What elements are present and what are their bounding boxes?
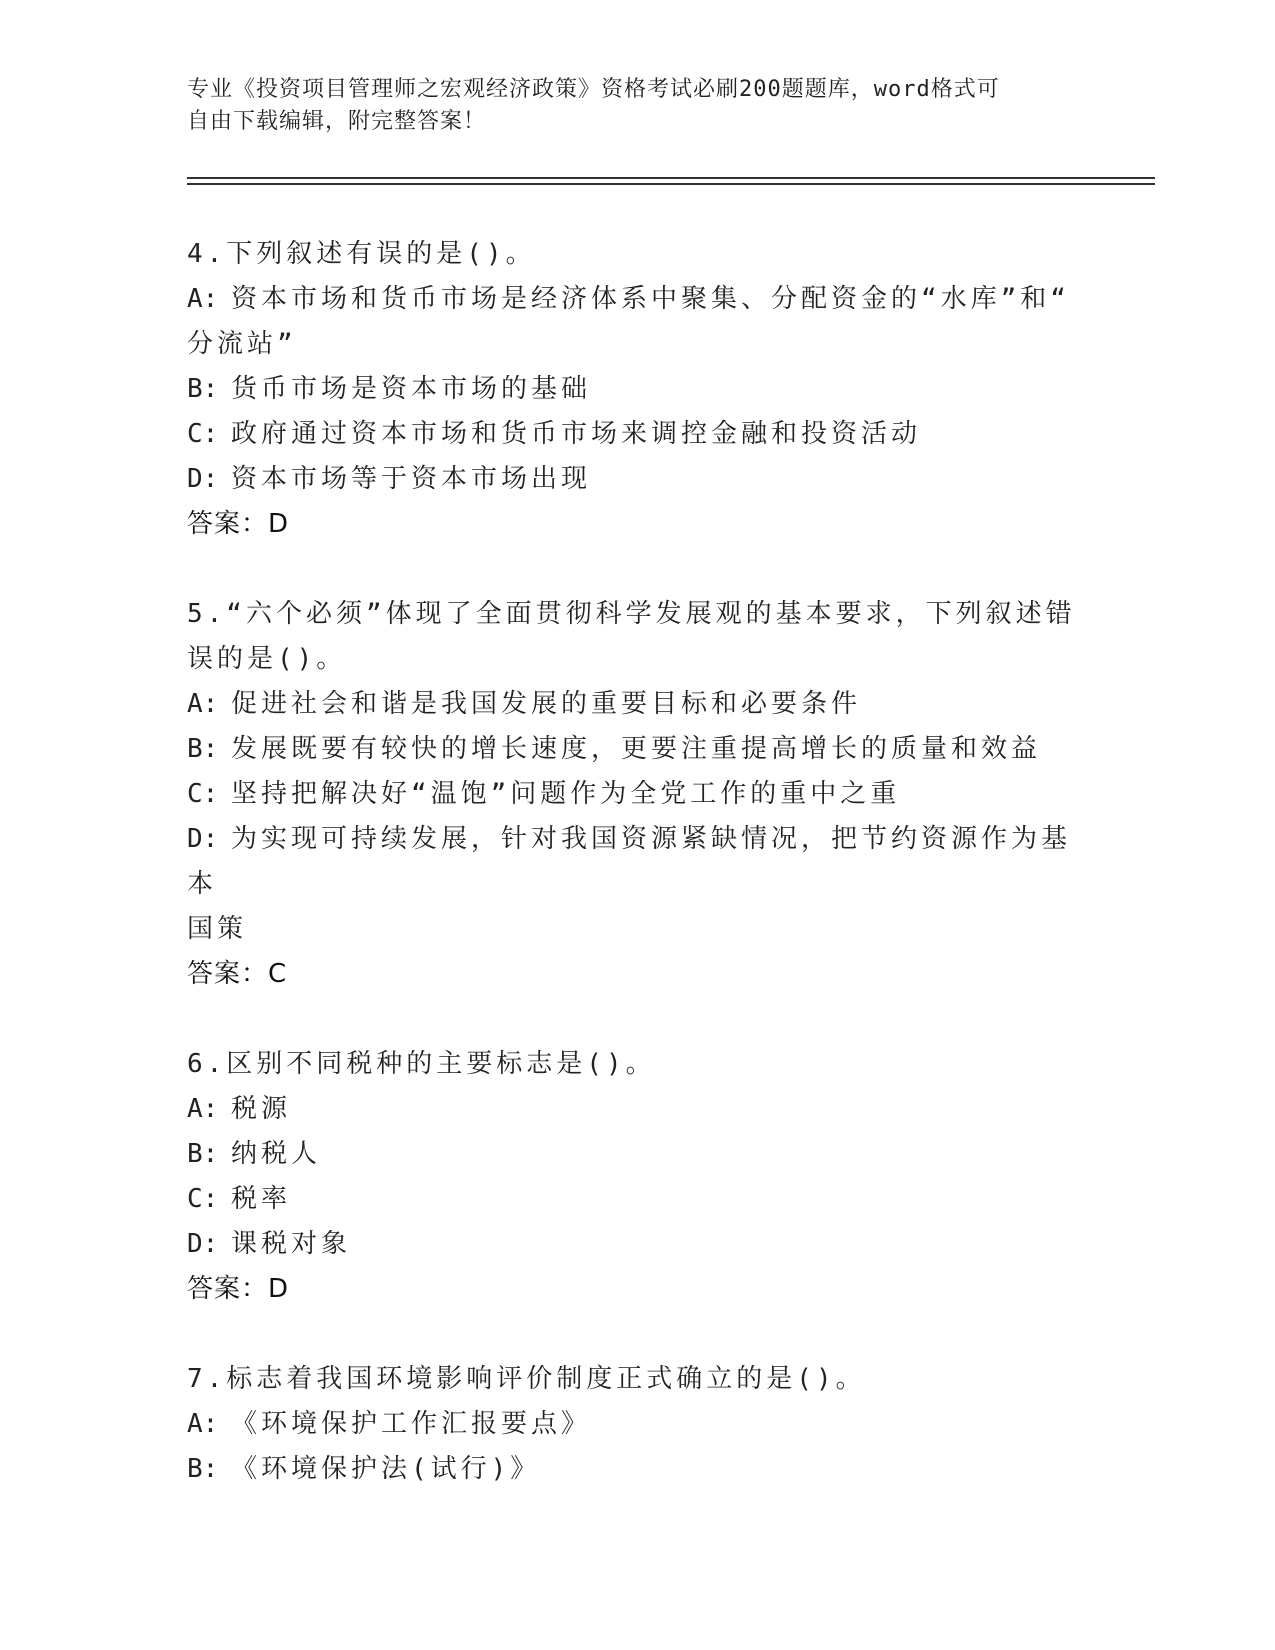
option-text: 税源 [231,1094,292,1124]
option-key: C: [187,779,219,809]
option-c [187,1177,1087,1222]
option-key: A: [187,1094,219,1124]
answer-label: 答案：C [187,959,288,989]
option-key: A: [187,284,219,314]
option-d-continuation: 国策 [187,914,248,944]
option-a [187,1087,1087,1132]
option-a-continuation: 分流站” [187,329,297,359]
option-text: 货币市场是资本市场的基础 [231,374,592,404]
option-d [187,817,1087,907]
option-b [187,1132,1087,1177]
question-4 [187,232,1087,547]
header-line-1: 专业《投资项目管理师之宏观经济政策》资格考试必刷200题题库，word格式可 [187,77,1000,102]
option-key: B: [187,734,219,764]
header-divider-top [187,177,1155,179]
option-b [187,1447,1087,1492]
question-stem: 4.下列叙述有误的是()。 [187,239,536,269]
option-text: 课税对象 [231,1229,352,1259]
option-d [187,457,1087,502]
question-stem: 7.标志着我国环境影响评价制度正式确立的是()。 [187,1364,866,1394]
question-stem: 6.区别不同税种的主要标志是()。 [187,1049,656,1079]
option-key: D: [187,464,219,494]
option-text: 为实现可持续发展，针对我国资源紧缺情况，把节约资源作为基本 [187,824,1072,899]
option-key: B: [187,1139,219,1169]
option-text: 纳税人 [231,1139,322,1169]
option-text: 发展既要有较快的增长速度，更要注重提高增长的质量和效益 [231,734,1042,764]
option-key: B: [187,1454,219,1484]
answer-label: 答案：D [187,509,290,539]
option-b [187,367,1087,412]
option-key: B: [187,374,219,404]
question-stem-continuation: 误的是()。 [187,644,347,674]
question-7 [187,1357,1087,1492]
option-a [187,682,1087,727]
option-c [187,412,1087,457]
option-key: D: [187,1229,219,1259]
option-key: C: [187,1184,219,1214]
option-text: 政府通过资本市场和货币市场来调控金融和投资活动 [231,419,922,449]
header-line-2: 自由下载编辑，附完整答案！ [187,109,487,134]
option-key: D: [187,824,219,854]
header-divider-bottom [187,183,1155,185]
option-text: 资本市场等于资本市场出现 [231,464,592,494]
answer-label: 答案：D [187,1274,290,1304]
option-text: 《环境保护法(试行)》 [231,1454,541,1484]
option-b [187,727,1087,772]
option-c [187,772,1087,817]
option-a [187,277,1087,322]
question-stem: 5.“六个必须”体现了全面贯彻科学发展观的基本要求，下列叙述错 [187,599,1076,629]
question-5 [187,592,1087,997]
option-d [187,1222,1087,1267]
option-text: 促进社会和谐是我国发展的重要目标和必要条件 [231,689,862,719]
option-key: A: [187,689,219,719]
question-6 [187,1042,1087,1312]
option-key: C: [187,419,219,449]
option-text: 资本市场和货币市场是经济体系中聚集、分配资金的“水库”和“ [231,284,1070,314]
option-text: 税率 [231,1184,292,1214]
option-text: 坚持把解决好“温饱”问题作为全党工作的重中之重 [231,779,901,809]
option-a [187,1402,1087,1447]
option-text: 《环境保护工作汇报要点》 [231,1409,592,1439]
document-header [187,74,1087,138]
option-key: A: [187,1409,219,1439]
question-list [187,232,1087,1537]
